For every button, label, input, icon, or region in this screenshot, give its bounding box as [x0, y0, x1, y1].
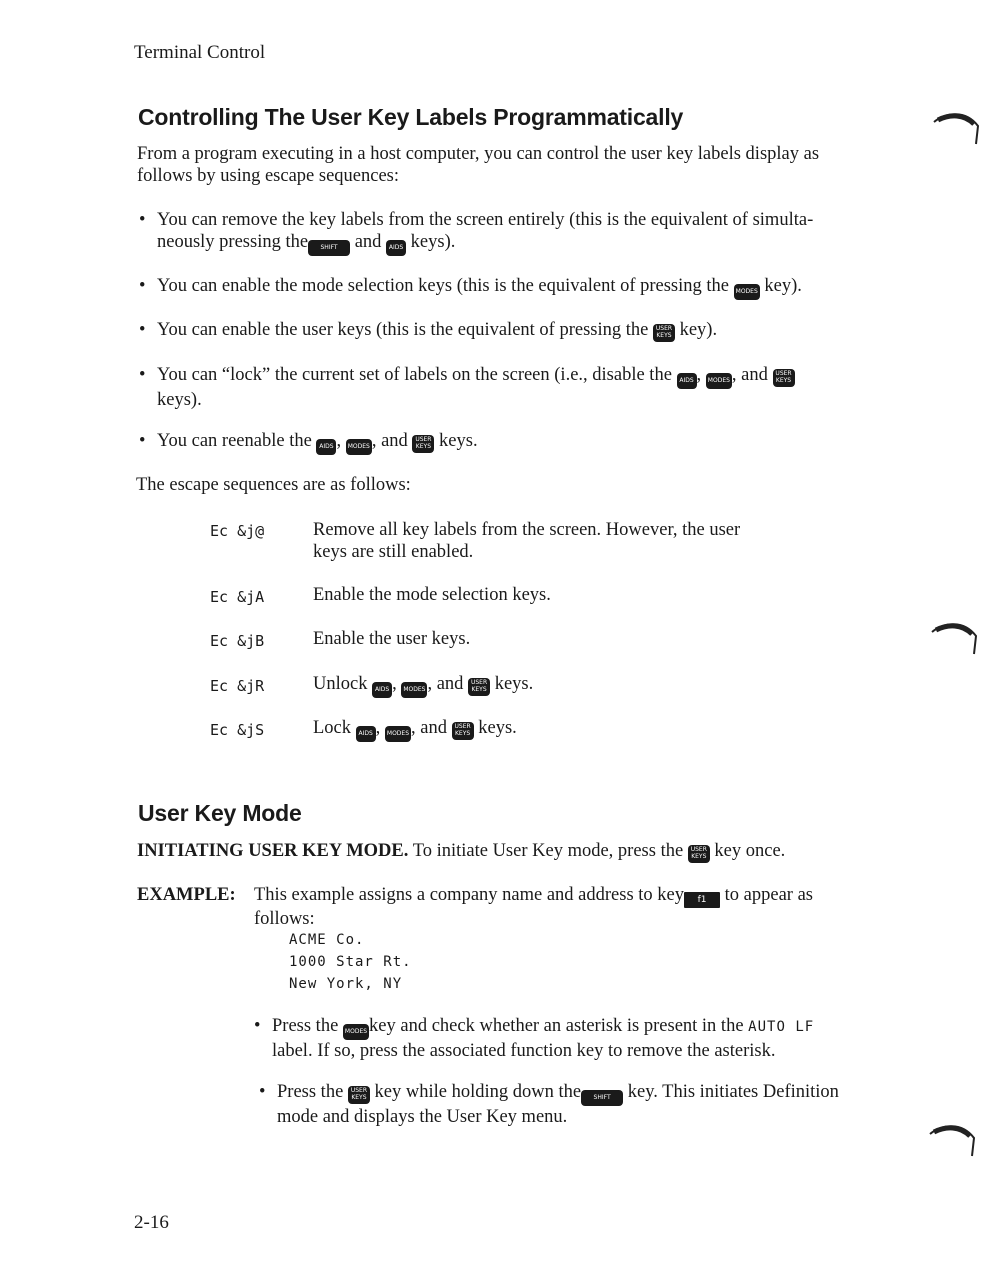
escape-desc: Unlock AIDS , MODES , and USER KEYS keys.	[313, 673, 853, 698]
bullet-enable-mode-keys: • You can enable the mode selection keys (this is the equivalent of pressing the MODES key).	[157, 275, 802, 300]
escape-code: Ec &j@	[210, 522, 265, 540]
running-head: Terminal Control	[134, 42, 266, 63]
bullet-enable-user-keys: • You can enable the user keys (this is the equivalent of pressing the USER KEYS key).	[139, 320, 718, 340]
aids-key-icon: AIDS	[677, 373, 697, 389]
initiating-label: INITIATING USER KEY MODE.	[137, 841, 409, 861]
user-keys-key-icon: USER KEYS	[773, 369, 795, 387]
escape-code: Ec &jA	[210, 588, 265, 606]
intro-line-1: From a program executing in a host computer, you can control the user key labels display as	[137, 144, 820, 164]
auto-lf-label: AUTO LF	[748, 1019, 815, 1035]
intro-line-2: follows by using escape sequences:	[137, 166, 400, 186]
step-press-modes: • Press the MODES key and check whether an asterisk is present in the AUTO LF label. If so, press the associated function key to remove the asterisk.	[254, 1016, 815, 1061]
modes-key-icon: MODES	[734, 284, 760, 300]
section-heading-user-key-mode: User Key Mode	[138, 800, 302, 826]
escape-code: Ec &jR	[210, 677, 265, 695]
user-keys-key-icon: USER KEYS	[412, 435, 434, 453]
user-keys-key-icon: USER KEYS	[688, 845, 710, 863]
bullet-dot: •	[139, 276, 146, 296]
escape-desc: Remove all key labels from the screen. However, the user keys are still enabled.	[313, 520, 741, 562]
margin-arrow-icon	[932, 108, 982, 148]
user-keys-key-icon: USER KEYS	[468, 678, 490, 696]
bullet-dot: •	[254, 1016, 261, 1036]
shift-key-icon: SHIFT	[581, 1090, 623, 1106]
address-line: 1000 Star Rt.	[289, 954, 412, 970]
modes-key-icon: MODES	[346, 439, 372, 455]
aids-key-icon: AIDS	[356, 726, 376, 742]
modes-key-icon: MODES	[385, 726, 411, 742]
shift-key-icon: SHIFT	[308, 240, 350, 256]
section-heading-controlling-labels: Controlling The User Key Labels Programmatically	[138, 104, 684, 130]
bullet-line: You can remove the key labels from the screen entirely (this is the equivalent of simulta-	[157, 210, 814, 230]
user-keys-key-icon: USER KEYS	[653, 324, 675, 342]
bullet-dot: •	[139, 365, 146, 385]
address-block	[289, 929, 412, 995]
user-keys-key-icon: USER KEYS	[348, 1086, 370, 1104]
f1-key-icon: f1	[684, 892, 720, 908]
bullet-dot: •	[139, 210, 146, 230]
bullet-lock-labels: • You can “lock” the current set of labels on the screen (i.e., disable the AIDS , MODES , and USER KEYS keys).	[157, 364, 795, 411]
bullet-dot: •	[259, 1082, 266, 1102]
user-keys-key-icon: USER KEYS	[452, 722, 474, 740]
modes-key-icon: MODES	[401, 682, 427, 698]
escape-desc: Enable the mode selection keys.	[313, 585, 551, 605]
bullet-remove-labels	[139, 209, 814, 256]
margin-arrow-icon	[930, 618, 980, 658]
example-label: EXAMPLE:	[137, 885, 236, 905]
aids-key-icon: AIDS	[316, 439, 336, 455]
escape-code: Ec &jB	[210, 632, 265, 650]
example-text: This example assigns a company name and address to key f1 to appear as follows:	[254, 885, 813, 929]
address-line: ACME Co.	[289, 932, 365, 948]
bullet-line: neously pressing the SHIFT and AIDS keys).	[157, 231, 813, 256]
address-line: New York, NY	[289, 976, 403, 992]
aids-key-icon: AIDS	[386, 240, 406, 256]
escape-desc: Lock AIDS , MODES , and USER KEYS keys.	[313, 717, 853, 742]
page-number: 2-16	[134, 1212, 169, 1233]
intro-paragraph	[137, 143, 819, 187]
step-press-user-keys: • Press the USER KEYS key while holding down the SHIFT key. This initiates Definition mode and displays the User Key menu.	[259, 1082, 839, 1127]
escape-intro: The escape sequences are as follows:	[136, 475, 411, 495]
bullet-dot: •	[139, 320, 146, 340]
bullet-reenable-keys: • You can reenable the AIDS , MODES , and USER KEYS keys.	[157, 430, 478, 455]
bullet-dot: •	[139, 431, 146, 451]
initiating-paragraph: INITIATING USER KEY MODE. To initiate User Key mode, press the USER KEYS key once.	[137, 841, 786, 861]
escape-code: Ec &jS	[210, 721, 265, 739]
modes-key-icon: MODES	[343, 1024, 369, 1040]
escape-desc: Enable the user keys.	[313, 629, 471, 649]
margin-arrow-icon	[928, 1120, 978, 1160]
modes-key-icon: MODES	[706, 373, 732, 389]
aids-key-icon: AIDS	[372, 682, 392, 698]
